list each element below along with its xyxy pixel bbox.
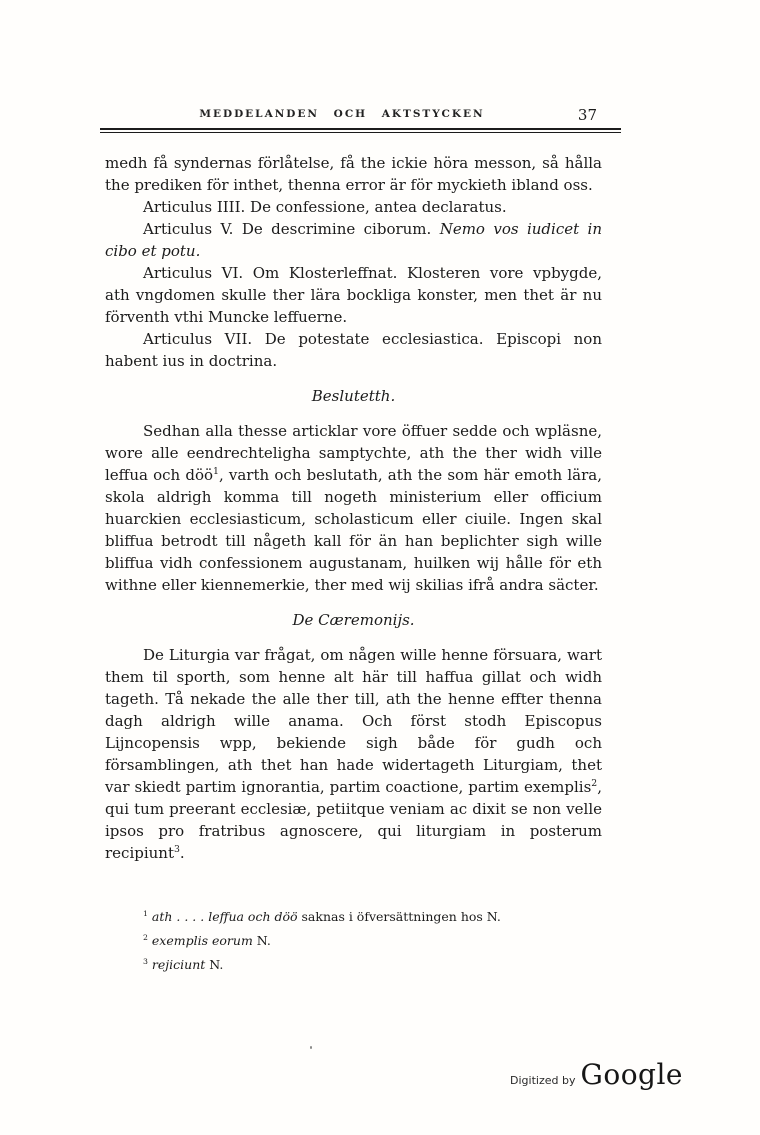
footnote-marker: 2 bbox=[143, 932, 148, 942]
digitized-by-label: Digitized by bbox=[510, 1074, 576, 1087]
footnote bbox=[143, 905, 602, 929]
running-title: MEDDELANDEN OCH AKTSTYCKEN bbox=[199, 108, 485, 120]
text-run: Articulus VII. De potestate ecclesiastica. Episcopi non habent ius in doctrina. bbox=[105, 330, 602, 370]
text-run: saknas i öfversättningen hos N. bbox=[297, 909, 501, 924]
paragraph bbox=[105, 644, 602, 864]
footnote-marker: 3 bbox=[143, 956, 148, 966]
paragraph bbox=[105, 262, 602, 328]
scan-speck bbox=[310, 1046, 312, 1049]
text-run: ath . . . . leffua och döö bbox=[147, 909, 298, 924]
text-run: De Cæremonijs. bbox=[292, 611, 415, 629]
text-run: Articulus VI. Om Klosterleffnat. Klosteren vore vpbygde, ath vngdomen skulle ther lära bockliga konster, men thet är nu förventh vthi Muncke leffuerne. bbox=[105, 264, 602, 326]
text-run: exemplis eorum bbox=[147, 933, 253, 948]
text-run: Sedhan alla thesse articklar vore öffuer sedde och wpläsne, wore alle eendrechteligha samptychte, ath the ther widh ville leffua och döö bbox=[105, 422, 602, 484]
page-header bbox=[103, 108, 621, 130]
text-run: . bbox=[179, 844, 185, 862]
header-rule bbox=[100, 128, 621, 133]
text-run: medh få syndernas förlåtelse, få the ickie höra messon, så hålla the prediken för inthet, thenna error är för myckieth ibland oss. bbox=[105, 154, 602, 194]
text-run: N. bbox=[252, 933, 271, 948]
text-run: Nemo vos iudicet in cibo et potu. bbox=[105, 220, 602, 260]
section-heading bbox=[105, 609, 602, 631]
footnote bbox=[143, 929, 602, 953]
paragraph bbox=[105, 420, 602, 596]
footnote-marker: 1 bbox=[213, 466, 219, 477]
paragraph bbox=[105, 218, 602, 262]
paragraph bbox=[105, 152, 602, 196]
text-run: Beslutetth. bbox=[311, 387, 396, 405]
text-run: , varth och beslutath, ath the som här emoth lära, skola aldrigh komma till nogeth ministerium eller officium huarckien ecclesiasticum, scholasticum eller ciuile. Ingen skal bliffua betrodt till någeth kall för än han beplichter sigh wille bliffua vidh confessionem augustanam, huilken wij hålle för eth withne eller kiennemerkie, ther med wij skilias ifrå andra säcter. bbox=[105, 466, 602, 594]
text-block bbox=[105, 152, 602, 864]
google-credit bbox=[510, 1058, 683, 1091]
footnotes bbox=[105, 905, 602, 977]
text-run: Articulus IIII. De confessione, antea declaratus. bbox=[143, 198, 507, 216]
google-logo: Google bbox=[580, 1058, 683, 1091]
section-heading bbox=[105, 385, 602, 407]
footnote-marker: 2 bbox=[591, 778, 598, 789]
text-run: N. bbox=[205, 957, 224, 972]
paragraph bbox=[105, 196, 602, 218]
footnote-marker: 1 bbox=[143, 908, 148, 918]
text-run: , qui tum preerant ecclesiæ, petiitque veniam ac dixit se non velle ipsos pro fratribus agnoscere, qui liturgiam in posterum recipiunt bbox=[105, 778, 602, 862]
text-run: rejiciunt bbox=[147, 957, 206, 972]
text-run: Articulus V. De descrimine ciborum. bbox=[143, 220, 440, 238]
page-number: 37 bbox=[577, 106, 597, 124]
footnote-marker: 3 bbox=[174, 844, 180, 855]
footnote bbox=[143, 953, 602, 977]
paragraph bbox=[105, 328, 602, 372]
text-run: De Liturgia var frågat, om någen wille henne försuara, wart them til sporth, som henne alt här till haffua gillat och widh tageth. Tå nekade the alle ther till, ath the henne effter thenna dagh aldrigh wille anama. Och först stodh Episcopus Lijncopensis wpp, bekiende sigh både för gudh och församblingen, ath thet han hade widertageth Liturgiam, thet var skiedt partim ignorantia, partim coactione, partim exemplis bbox=[105, 646, 602, 796]
